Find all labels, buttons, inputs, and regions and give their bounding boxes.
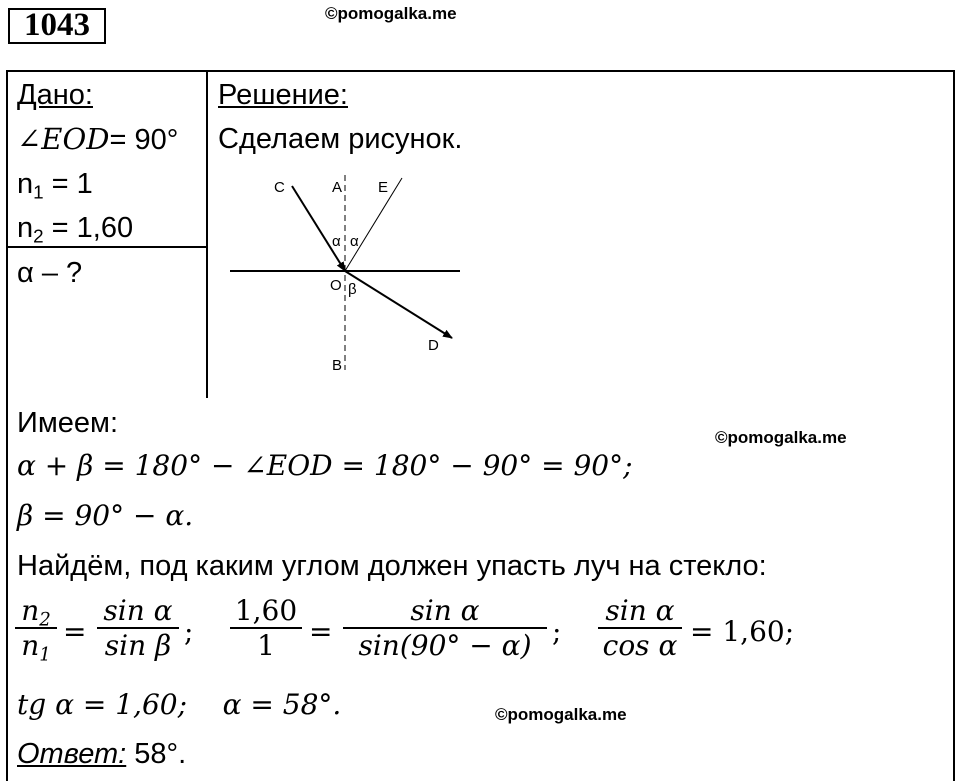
f5-denominator: cos α: [602, 629, 678, 662]
fraction-sin-cofunction: [343, 594, 547, 662]
n2-subscript: 2: [33, 225, 44, 247]
equals-2: =: [309, 615, 333, 648]
fraction-n2-n1: [15, 594, 57, 666]
refracted-ray: [345, 271, 452, 338]
fraction-sin-cos: [598, 594, 682, 662]
answer-value: 58°.: [126, 738, 187, 770]
f1-denominator: n: [21, 629, 40, 662]
n1-subscript: 1: [33, 181, 44, 203]
label-alpha-right: α: [350, 233, 359, 250]
find-text: α – ?: [17, 257, 83, 289]
label-E: E: [378, 179, 389, 196]
watermark-top: ©pomogalka.me: [325, 4, 457, 23]
separator-1: ;: [184, 615, 194, 648]
problem-number: 1043: [8, 8, 106, 44]
f3-denominator: 1: [257, 629, 275, 662]
label-C: C: [274, 179, 285, 196]
equation-1: α + β = 180° − ∠EOD = 180° − 90° = 90°;: [17, 449, 633, 482]
answer-line: [17, 737, 186, 771]
n1-value: = 1: [43, 168, 93, 200]
n2-value: = 1,60: [43, 212, 134, 244]
fraction-sin-ratio: [97, 594, 179, 662]
reflected-ray: [345, 178, 402, 271]
f4-numerator: sin α: [410, 594, 480, 627]
given-n1: [17, 167, 93, 201]
f3-numerator: 1,60: [234, 594, 298, 627]
given-title: Дано:: [17, 79, 93, 111]
f2-denominator: sin β: [104, 629, 172, 662]
solution-frame: [6, 70, 955, 781]
label-D: D: [428, 337, 439, 354]
find-angle-text: Найдём, под каким углом должен упасть луч на стекло:: [17, 550, 767, 582]
equals-1: =: [63, 615, 87, 648]
equation-final: tg α = 1,60; α = 58°.: [17, 688, 342, 721]
answer-label: Ответ:: [17, 738, 127, 770]
given-angle: [17, 122, 178, 157]
n1-symbol: n: [17, 168, 34, 200]
given-divider: [206, 70, 208, 398]
given-angle-label: ∠EOD: [17, 122, 110, 156]
label-B: B: [332, 357, 343, 374]
label-O: O: [330, 277, 342, 294]
equation-2: β = 90° − α.: [17, 499, 194, 532]
f4-denominator: sin(90° − α): [358, 629, 532, 662]
refraction-figure: [220, 170, 480, 380]
watermark-bottom: ©pomogalka.me: [495, 705, 627, 724]
solution-title: Решение:: [218, 79, 348, 111]
label-beta: β: [348, 281, 357, 298]
f1-numerator: n: [21, 594, 40, 627]
fraction-1-60: [230, 594, 302, 662]
solution-intro: Сделаем рисунок.: [218, 123, 463, 155]
separator-2: ;: [552, 615, 562, 648]
given-angle-value: = 90°: [109, 124, 179, 156]
incident-ray: [292, 186, 345, 271]
f1-denominator-sub: 1: [39, 644, 51, 666]
f1-numerator-sub: 2: [39, 609, 51, 631]
n2-symbol: n: [17, 212, 34, 244]
have-label: Имеем:: [17, 407, 119, 439]
given-n2: [17, 211, 133, 245]
equation-tail: = 1,60;: [690, 615, 795, 648]
f5-numerator: sin α: [605, 594, 675, 627]
label-alpha-left: α: [332, 233, 341, 250]
f2-numerator: sin α: [103, 594, 173, 627]
label-A: A: [332, 179, 343, 196]
watermark-middle: ©pomogalka.me: [715, 428, 847, 447]
